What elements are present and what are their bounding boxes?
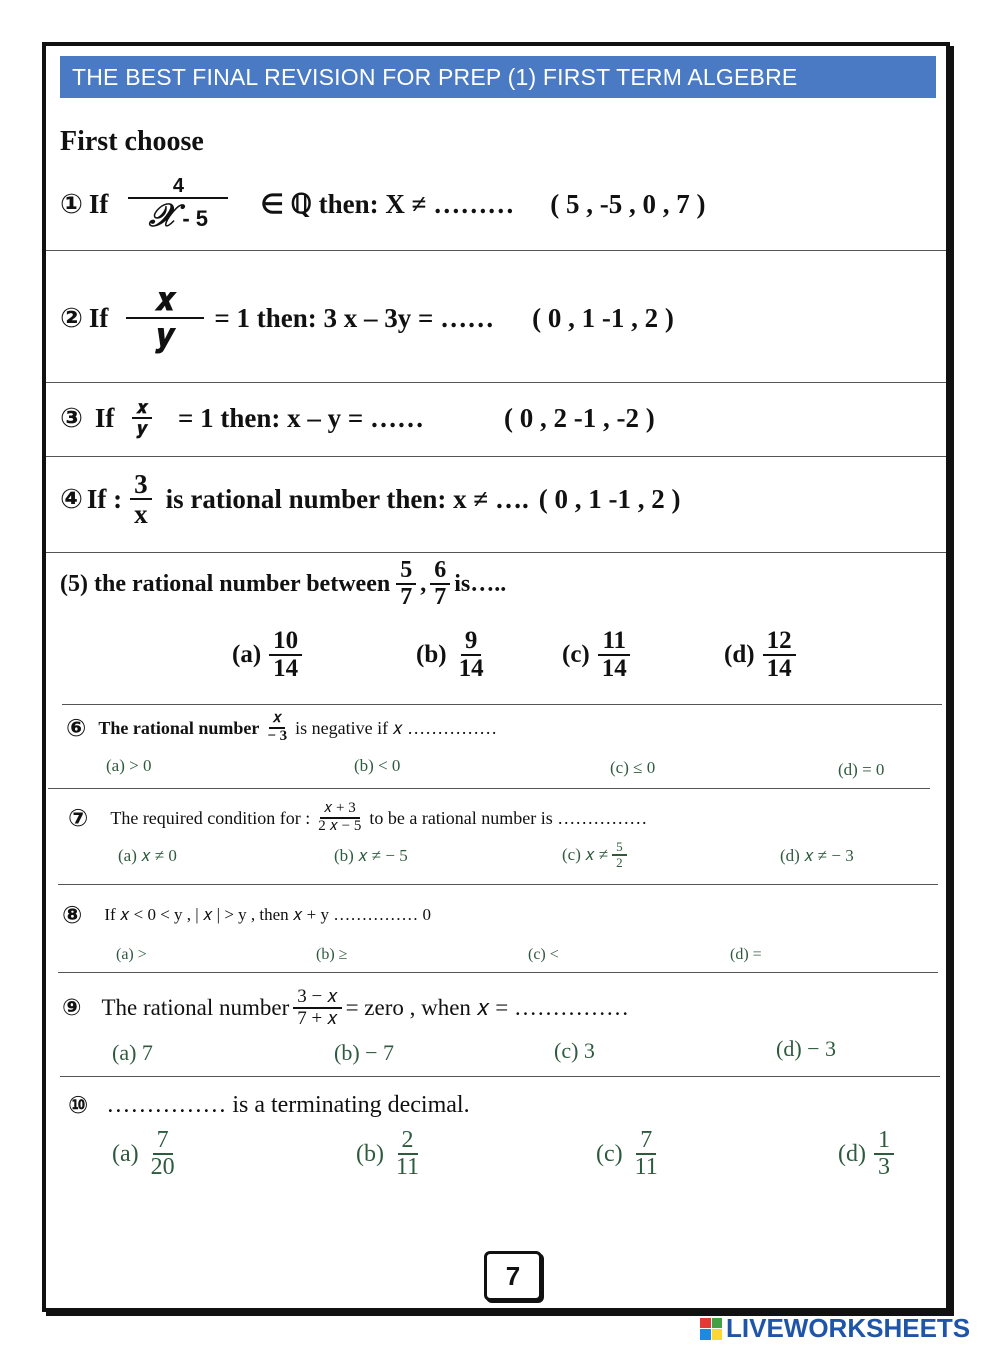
numerator: 9 [461,628,482,656]
fraction [128,176,228,233]
option-b[interactable]: (b) 𝑥 ≠ − 5 [334,846,408,865]
fraction [130,470,152,529]
denominator: 14 [601,655,627,683]
option-d[interactable]: (d) 𝑥 ≠ − 3 [780,846,854,865]
logo-square-green [712,1318,723,1329]
divider [46,382,946,383]
page-number: 7 [484,1251,542,1301]
option-b[interactable]: (b) < 0 [354,756,401,775]
option-label: (c) 𝑥 ≠ [562,844,609,864]
question-3 [60,388,655,448]
choices: ( 0 , 1 -1 , 2 ) [532,302,674,333]
question-number: ③ [60,402,83,434]
fraction [132,398,152,438]
fraction [430,558,450,610]
denominator: − 3 [267,728,288,744]
fraction [126,283,204,352]
question-tail: to be a rational number is …………… [369,807,648,828]
header-title: THE BEST FINAL REVISION FOR PREP (1) FIRST TERM ALGEBRE [72,63,798,90]
denominator: 2 𝑥 − 5 [318,818,362,834]
comma: , [420,570,427,597]
logo-icon [700,1318,722,1340]
brand-name: LIVEWORKSHEETS [726,1313,971,1343]
denominator-rest: - 5 [176,205,209,231]
numerator: 1 [874,1128,894,1155]
question-text: The rational number [98,717,260,738]
question-text: = 1 then: x – y = …… [177,402,424,433]
numerator: 5 [612,840,627,856]
denominator: 2 [616,854,623,870]
liveworksheets-logo[interactable] [700,1313,970,1344]
logo-square-blue [700,1329,711,1340]
option-c[interactable] [596,1128,666,1180]
option-label: (b) [416,641,447,669]
numerator: 𝑥 [269,711,285,729]
option-label: (a) [232,641,262,669]
divider [46,250,946,251]
question-text: …………… is a terminating decimal. [106,1091,470,1118]
option-b[interactable]: (b) − 7 [334,1040,395,1065]
option-b[interactable] [416,628,492,683]
divider [60,1076,940,1077]
option-c[interactable]: (c) 3 [554,1038,595,1063]
question-text: The rational number [101,995,290,1020]
option-a[interactable]: (a) 7 [112,1040,153,1065]
question-text: = 1 then: 3 x – 3y = …… [214,302,495,333]
fraction [293,987,341,1029]
denominator: x [134,499,148,529]
denominator: 𝒚 [136,418,148,438]
numerator: 𝒙 [132,398,152,419]
fraction [314,801,365,835]
fraction [763,628,796,683]
option-label: (c) [596,1140,623,1167]
question-7 [60,796,647,840]
numerator: 7 [636,1128,656,1155]
option-label: (c) [562,641,590,669]
option-b[interactable] [356,1128,427,1180]
question-tail: is….. [454,570,507,597]
option-a[interactable] [112,1128,183,1180]
fraction [392,1128,423,1180]
option-c[interactable]: (c) ≤ 0 [610,758,656,777]
option-d[interactable]: (d) = 0 [838,760,885,779]
question-2 [60,278,674,358]
denominator: 14 [766,655,792,683]
denominator: 11 [395,1154,420,1181]
numerator: 𝑥 + 3 [320,801,360,819]
question-10 [60,1088,470,1122]
choices: ( 5 , -5 , 0 , 7 ) [550,188,706,219]
option-label: (b) [356,1140,384,1167]
denominator: 20 [150,1154,175,1181]
option-label: (a) [112,1140,139,1167]
if-word: If [94,402,115,433]
question-text: The required condition for : [110,807,311,828]
option-a[interactable]: (a) 𝑥 ≠ 0 [118,846,177,865]
choices: ( 0 , 2 -1 , -2 ) [503,402,655,433]
fraction [612,840,627,869]
question-tail: is negative if 𝑥 …………… [295,717,498,738]
question-number: ② [60,302,83,334]
option-c[interactable] [562,628,635,683]
numerator: 3 [130,470,152,500]
option-b[interactable]: (b) ≥ [316,946,348,963]
fraction [263,711,291,745]
numerator: 4 [128,176,228,199]
denominator: 𝒚 [155,317,176,353]
fraction [455,628,488,683]
denominator: 14 [273,655,299,683]
denominator: 7 [434,584,447,610]
option-label: (d) [724,641,755,669]
divider [58,884,938,885]
divider [62,704,942,705]
fraction [874,1128,894,1180]
question-text: is rational number then: x ≠ …. [165,483,529,514]
option-d[interactable]: (d) = [730,946,762,963]
logo-square-yellow [712,1329,723,1340]
question-tail: = zero , when 𝑥 = …………… [345,995,629,1020]
denominator: 14 [458,655,484,683]
question-5 [60,552,506,616]
section-title: First choose [60,126,204,157]
if-word: If : [86,483,123,514]
divider [58,972,938,973]
numerator: 11 [598,628,630,656]
option-a[interactable] [232,628,306,683]
denominator: 7 + 𝑥 [297,1008,338,1029]
numerator: 6 [430,558,450,585]
divider [48,788,930,789]
question-number: ⑩ [68,1091,89,1119]
denominator-variable: 𝒳 [148,196,177,233]
numerator: 5 [396,558,416,585]
question-number: ⑧ [62,901,83,929]
question-text: If 𝑥 < 0 < y , | 𝑥 | > y , then 𝑥 + y …………… 0 [104,905,431,924]
option-c[interactable] [562,840,631,869]
fraction [269,628,302,683]
denominator: 11 [634,1154,658,1181]
question-9 [60,980,629,1036]
option-a[interactable]: (a) > 0 [106,756,152,775]
question-text: ∈ ℚ then: X ≠ ……… [260,188,515,219]
if-word: If [88,302,109,333]
fraction [598,628,631,683]
denominator [145,196,212,233]
numerator: 2 [398,1128,418,1155]
option-label: (d) [838,1140,866,1167]
fraction [396,558,416,610]
option-d[interactable] [724,628,800,683]
question-1 [60,172,705,236]
option-d[interactable] [838,1128,898,1180]
divider [46,456,946,457]
if-word: If [88,188,109,219]
question-8 [60,898,431,932]
numerator: 3 − 𝑥 [293,987,341,1009]
choices: ( 0 , 1 -1 , 2 ) [538,483,681,514]
numerator: 12 [763,628,796,656]
logo-square-red [700,1318,711,1329]
fraction [147,1128,179,1180]
question-number: ① [60,188,83,220]
denominator: 3 [877,1154,890,1181]
question-4 [60,462,680,536]
option-d[interactable]: (d) − 3 [776,1036,837,1061]
question-number: ⑥ [66,714,87,742]
question-number: ⑦ [68,804,89,832]
page-header [60,56,936,98]
question-text: (5) the rational number between [60,570,391,597]
question-number: ⑨ [62,995,82,1021]
numerator: 7 [153,1128,173,1155]
option-a[interactable]: (a) > [116,946,147,963]
fraction [631,1128,662,1180]
option-c[interactable]: (c) < [528,946,559,963]
question-number: ④ [60,483,83,515]
numerator: 𝒙 [126,283,204,319]
denominator: 7 [400,584,413,610]
question-6 [60,708,497,748]
numerator: 10 [269,628,302,656]
